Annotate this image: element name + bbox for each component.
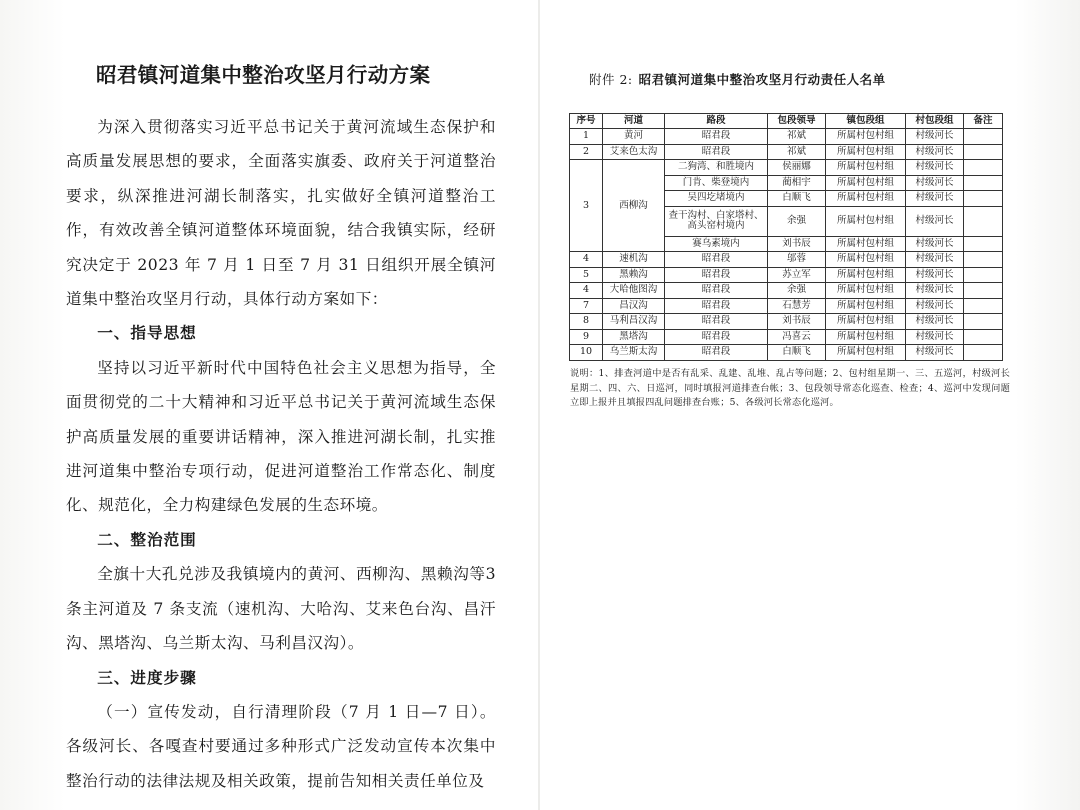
cell-town-group: 所属村包村组 (826, 175, 906, 191)
document-title: 昭君镇河道集中整治攻坚月行动方案 (96, 63, 431, 87)
cell-section: 门肯、柴登境内 (665, 175, 768, 191)
cell-note (964, 267, 1003, 283)
cell-village-group: 村级河长 (906, 314, 964, 330)
section-heading-guiding-thought: 一、指导思想 (97, 324, 197, 343)
cell-village-group: 村级河长 (906, 144, 964, 160)
cell-note (964, 191, 1003, 207)
cell-note (964, 345, 1003, 361)
cell-no: 4 (570, 283, 603, 299)
cell-note (964, 314, 1003, 330)
document-body (66, 110, 496, 798)
cell-leader: 蔺相宇 (768, 175, 826, 191)
cell-river: 黑赖沟 (603, 267, 665, 283)
cell-leader: 祁斌 (768, 129, 826, 145)
cell-river: 黄河 (603, 129, 665, 145)
cell-no: 7 (570, 298, 603, 314)
cell-leader: 余强 (768, 206, 826, 236)
table-note: 说明：1、排查河道中是否有乱采、乱建、乱堆、乱占等问题；2、包村组星期一、三、五巡河，村级河长星期二、四、六、日巡河，同时填报河道排查台帐；3、包段领导常态化巡查、检查；4、巡河中发现问题立即上报并且填报四乱问题排查台账；5、各级河长常态化巡河。 (570, 368, 1010, 409)
cell-river: 速机沟 (603, 252, 665, 268)
cell-section: 昭君段 (665, 267, 768, 283)
cell-village-group: 村级河长 (906, 191, 964, 207)
cell-section: 昭君段 (665, 298, 768, 314)
cell-village-group: 村级河长 (906, 298, 964, 314)
cell-section: 吴四圪堵境内 (665, 191, 768, 207)
cell-leader: 苏立军 (768, 267, 826, 283)
cell-town-group: 所属村包村组 (826, 206, 906, 236)
cell-town-group: 所属村包村组 (826, 236, 906, 252)
cell-section: 昭君段 (665, 283, 768, 299)
scope-paragraph: 全旗十大孔兑涉及我镇境内的黄河、西柳沟、黑赖沟等3 条主河道及 7 条支流（速机沟、大哈沟、艾来色台沟、昌汗沟、黑塔沟、乌兰斯太沟、马利昌汉沟）。 (66, 565, 496, 653)
table-row (570, 252, 1003, 268)
cell-note (964, 160, 1003, 176)
cell-note (964, 283, 1003, 299)
cell-section: 赛乌素境内 (665, 236, 768, 252)
cell-no: 5 (570, 267, 603, 283)
cell-note (964, 329, 1003, 345)
header-cell: 包段领导 (768, 114, 826, 129)
cell-section: 昭君段 (665, 345, 768, 361)
attachment-name: 昭君镇河道集中整治攻坚月行动责任人名单 (638, 72, 886, 87)
cell-river: 乌兰斯太沟 (603, 345, 665, 361)
section-heading-scope: 二、整治范围 (97, 530, 197, 549)
intro-paragraph: 为深入贯彻落实习近平总书记关于黄河流域生态保护和高质量发展思想的要求，全面落实旗委、政府关于河道整治要求，纵深推进河湖长制落实，扎实做好全镇河道整治工作，有效改善全镇河道整体环境面貌，结合我镇实际，经研究决定于 2023 年 7 月 1 日至 7 月 31 日组织开展全镇河道集中整治攻坚月行动，具体行动方案如下： (66, 118, 496, 309)
cell-town-group: 所属村包村组 (826, 252, 906, 268)
responsibility-table (569, 113, 1003, 361)
cell-village-group: 村级河长 (906, 345, 964, 361)
cell-note (964, 144, 1003, 160)
cell-note (964, 206, 1003, 236)
cell-river: 大哈他图沟 (603, 283, 665, 299)
header-cell: 镇包段组 (826, 114, 906, 129)
cell-town-group: 所属村包村组 (826, 298, 906, 314)
cell-leader: 白顺飞 (768, 345, 826, 361)
cell-town-group: 所属村包村组 (826, 314, 906, 330)
cell-village-group: 村级河长 (906, 160, 964, 176)
cell-note (964, 236, 1003, 252)
cell-river: 马利昌汉沟 (603, 314, 665, 330)
cell-leader: 侯丽娜 (768, 160, 826, 176)
cell-no: 3 (570, 160, 603, 252)
cell-village-group: 村级河长 (906, 175, 964, 191)
cell-no: 10 (570, 345, 603, 361)
page-fold (538, 0, 540, 810)
header-cell: 备注 (964, 114, 1003, 129)
cell-village-group: 村级河长 (906, 236, 964, 252)
cell-leader: 邬蓉 (768, 252, 826, 268)
table-row (570, 314, 1003, 330)
cell-note (964, 252, 1003, 268)
cell-no: 1 (570, 129, 603, 145)
cell-leader: 余强 (768, 283, 826, 299)
header-cell: 路段 (665, 114, 768, 129)
cell-section: 查干沟村、白家塔村、高头窑村境内 (665, 206, 768, 236)
cell-leader: 冯喜云 (768, 329, 826, 345)
cell-village-group: 村级河长 (906, 252, 964, 268)
cell-town-group: 所属村包村组 (826, 283, 906, 299)
cell-section: 昭君段 (665, 252, 768, 268)
cell-river: 西柳沟 (603, 160, 665, 252)
cell-village-group: 村级河长 (906, 129, 964, 145)
cell-note (964, 298, 1003, 314)
cell-note (964, 175, 1003, 191)
cell-section: 二狗湾、和胜境内 (665, 160, 768, 176)
cell-section: 昭君段 (665, 129, 768, 145)
cell-section: 昭君段 (665, 329, 768, 345)
cell-leader: 刘书辰 (768, 236, 826, 252)
cell-village-group: 村级河长 (906, 329, 964, 345)
cell-village-group: 村级河长 (906, 283, 964, 299)
cell-river: 黑塔沟 (603, 329, 665, 345)
table-row (570, 144, 1003, 160)
cell-leader: 刘书辰 (768, 314, 826, 330)
table-row (570, 267, 1003, 283)
guiding-thought-paragraph: 坚持以习近平新时代中国特色社会主义思想为指导，全面贯彻党的二十大精神和习近平总书记关于黄河流域生态保护高质量发展的重要讲话精神，深入推进河湖长制，扎实推进河道集中整治专项行动，促进河道整治工作常态化、制度化、规范化，全力构建绿色发展的生态环境。 (66, 358, 496, 515)
header-cell: 序号 (570, 114, 603, 129)
cell-river: 艾来色太沟 (603, 144, 665, 160)
cell-town-group: 所属村包村组 (826, 160, 906, 176)
table-row (570, 329, 1003, 345)
attachment-prefix: 附件 2: (589, 72, 633, 87)
header-cell: 河道 (603, 114, 665, 129)
table-row (570, 283, 1003, 299)
cell-town-group: 所属村包村组 (826, 329, 906, 345)
cell-leader: 祁斌 (768, 144, 826, 160)
cell-no: 9 (570, 329, 603, 345)
table-row (570, 129, 1003, 145)
cell-no: 4 (570, 252, 603, 268)
cell-river: 昌汉沟 (603, 298, 665, 314)
cell-village-group: 村级河长 (906, 267, 964, 283)
cell-section: 昭君段 (665, 314, 768, 330)
section-heading-steps: 三、进度步骤 (97, 668, 197, 687)
cell-section: 昭君段 (665, 144, 768, 160)
cell-village-group: 村级河长 (906, 206, 964, 236)
cell-leader: 白顺飞 (768, 191, 826, 207)
cell-no: 8 (570, 314, 603, 330)
attachment-title (589, 70, 886, 88)
cell-town-group: 所属村包村组 (826, 144, 906, 160)
cell-leader: 石慧芳 (768, 298, 826, 314)
cell-town-group: 所属村包村组 (826, 345, 906, 361)
table-row (570, 298, 1003, 314)
table-row (570, 160, 1003, 176)
header-cell: 村包段组 (906, 114, 964, 129)
cell-note (964, 129, 1003, 145)
steps-paragraph: （一）宣传发动，自行清理阶段（7 月 1 日—7 日）。各级河长、各嘎查村要通过多种形式广泛发动宣传本次集中整治行动的法律法规及相关政策，提前告知相关责任单位及 (66, 702, 496, 790)
table-header-row (570, 114, 1003, 129)
cell-town-group: 所属村包村组 (826, 191, 906, 207)
cell-town-group: 所属村包村组 (826, 267, 906, 283)
table-row (570, 345, 1003, 361)
cell-no: 2 (570, 144, 603, 160)
cell-town-group: 所属村包村组 (826, 129, 906, 145)
